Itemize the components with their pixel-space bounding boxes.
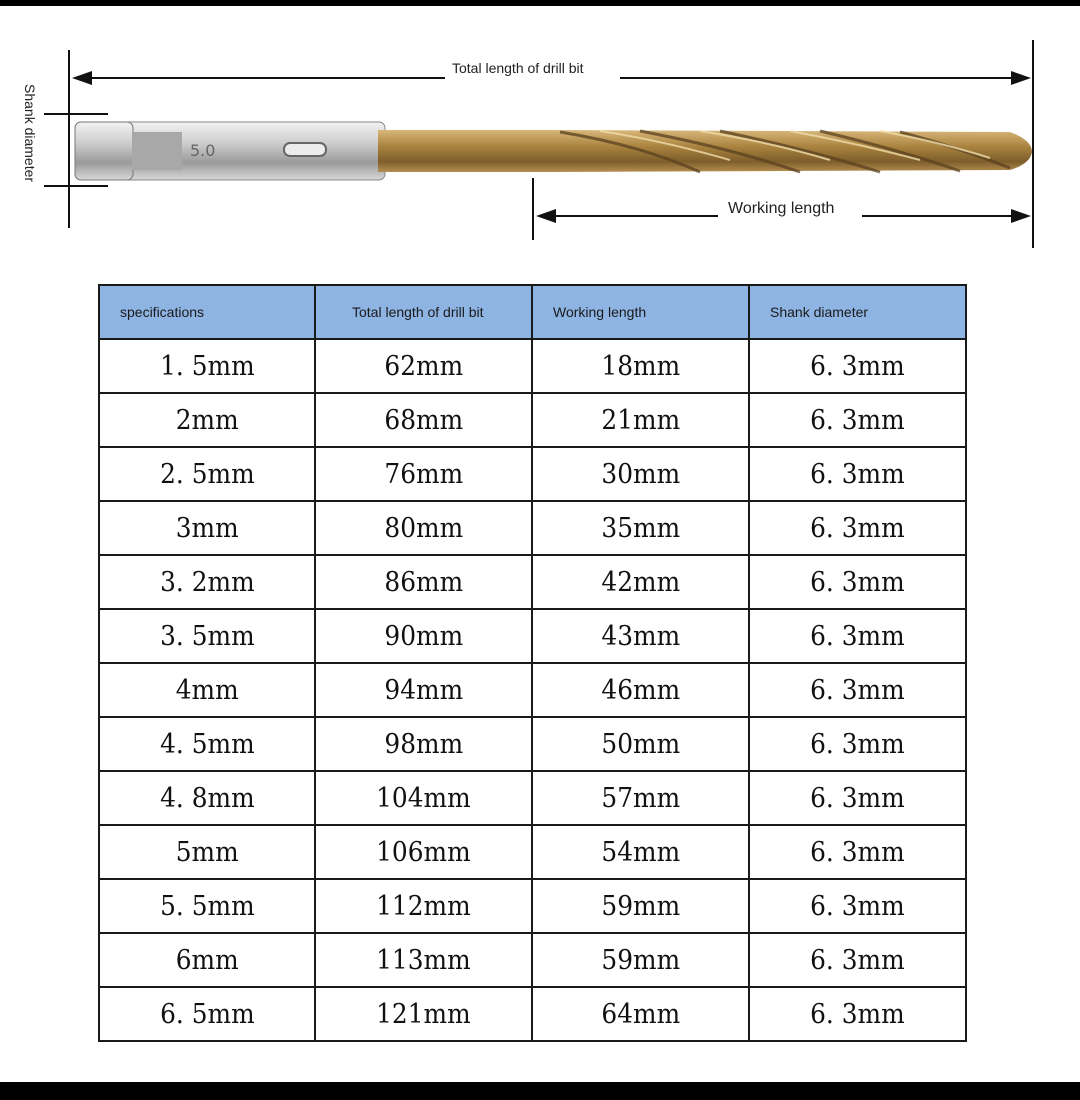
cell-total-length <box>315 825 532 879</box>
cell-total-length <box>315 393 532 447</box>
cell-text: 3. 2mm <box>159 566 255 598</box>
cell-shank-diameter <box>749 825 966 879</box>
header-total-length: Total length of drill bit <box>315 285 532 339</box>
cell-specification <box>99 609 315 663</box>
cell-specification <box>99 933 315 987</box>
cell-working-length <box>532 501 749 555</box>
cell-text: 6. 3mm <box>810 836 905 868</box>
cell-shank-diameter <box>749 771 966 825</box>
cell-shank-diameter <box>749 393 966 447</box>
cell-shank-diameter <box>749 933 966 987</box>
working-length-label: Working length <box>724 200 838 217</box>
table-row <box>99 609 966 663</box>
table-row <box>99 987 966 1041</box>
cell-working-length <box>532 447 749 501</box>
table-row <box>99 447 966 501</box>
cell-text: 42mm <box>601 566 680 598</box>
cell-specification <box>99 825 315 879</box>
cell-working-length <box>532 339 749 393</box>
cell-total-length <box>315 879 532 933</box>
cell-text: 2mm <box>175 404 239 436</box>
cell-text: 35mm <box>601 512 680 544</box>
cell-total-length <box>315 555 532 609</box>
table-row <box>99 825 966 879</box>
cell-shank-diameter <box>749 609 966 663</box>
drill-bit-diagram <box>0 0 1080 260</box>
cell-total-length <box>315 717 532 771</box>
cell-text: 68mm <box>384 404 463 436</box>
cell-text: 62mm <box>384 350 463 382</box>
cell-text: 6. 5mm <box>159 998 255 1030</box>
table-body <box>99 339 966 1041</box>
cell-text: 94mm <box>384 674 463 706</box>
cell-text: 21mm <box>601 404 680 436</box>
header-working-length: Working length <box>532 285 749 339</box>
cell-specification <box>99 987 315 1041</box>
shank-marking: 5.0 <box>190 141 216 160</box>
table-row <box>99 663 966 717</box>
cell-shank-diameter <box>749 339 966 393</box>
cell-working-length <box>532 879 749 933</box>
header-specifications: specifications <box>99 285 315 339</box>
table-header-row <box>99 285 966 339</box>
cell-text: 6. 3mm <box>810 620 905 652</box>
table-row <box>99 393 966 447</box>
cell-text: 6. 3mm <box>810 674 905 706</box>
cell-specification <box>99 393 315 447</box>
cell-text: 6. 3mm <box>810 728 905 760</box>
cell-working-length <box>532 663 749 717</box>
cell-text: 46mm <box>601 674 680 706</box>
cell-total-length <box>315 987 532 1041</box>
cell-text: 76mm <box>384 458 463 490</box>
cell-working-length <box>532 609 749 663</box>
cell-total-length <box>315 339 532 393</box>
cell-total-length <box>315 501 532 555</box>
cell-text: 4. 8mm <box>159 782 255 814</box>
cell-text: 6. 3mm <box>810 404 905 436</box>
cell-text: 6. 3mm <box>810 944 905 976</box>
cell-text: 104mm <box>376 782 471 814</box>
cell-text: 6. 3mm <box>810 566 905 598</box>
cell-text: 54mm <box>601 836 680 868</box>
cell-text: 6. 3mm <box>810 998 905 1030</box>
cell-shank-diameter <box>749 663 966 717</box>
cell-text: 30mm <box>601 458 680 490</box>
cell-text: 112mm <box>376 890 471 922</box>
table-row <box>99 933 966 987</box>
cell-specification <box>99 879 315 933</box>
cell-specification <box>99 663 315 717</box>
table-row <box>99 771 966 825</box>
cell-shank-diameter <box>749 879 966 933</box>
cell-specification <box>99 447 315 501</box>
cell-working-length <box>532 825 749 879</box>
cell-text: 106mm <box>376 836 471 868</box>
cell-working-length <box>532 771 749 825</box>
cell-specification <box>99 717 315 771</box>
cell-specification <box>99 501 315 555</box>
bottom-border-bar <box>0 1082 1080 1100</box>
cell-specification <box>99 339 315 393</box>
spec-table <box>98 284 967 1042</box>
cell-text: 6. 3mm <box>810 350 905 382</box>
cell-working-length <box>532 555 749 609</box>
cell-text: 80mm <box>384 512 463 544</box>
table-row <box>99 339 966 393</box>
cell-text: 5. 5mm <box>159 890 255 922</box>
cell-text: 2. 5mm <box>159 458 255 490</box>
cell-text: 6. 3mm <box>810 458 905 490</box>
cell-text: 1. 5mm <box>159 350 255 382</box>
cell-shank-diameter <box>749 501 966 555</box>
header-shank-diameter: Shank diameter <box>749 285 966 339</box>
cell-working-length <box>532 717 749 771</box>
cell-text: 43mm <box>601 620 680 652</box>
cell-total-length <box>315 933 532 987</box>
table-row <box>99 555 966 609</box>
cell-specification <box>99 555 315 609</box>
cell-text: 6. 3mm <box>810 890 905 922</box>
drill-bit-illustration <box>0 0 1080 260</box>
cell-text: 4. 5mm <box>159 728 255 760</box>
cell-text: 3. 5mm <box>159 620 255 652</box>
table-row <box>99 501 966 555</box>
cell-shank-diameter <box>749 555 966 609</box>
cell-shank-diameter <box>749 717 966 771</box>
cell-working-length <box>532 987 749 1041</box>
cell-text: 86mm <box>384 566 463 598</box>
cell-text: 50mm <box>601 728 680 760</box>
cell-text: 64mm <box>601 998 680 1030</box>
cell-shank-diameter <box>749 987 966 1041</box>
cell-text: 3mm <box>175 512 239 544</box>
cell-total-length <box>315 447 532 501</box>
cell-text: 5mm <box>175 836 239 868</box>
cell-text: 59mm <box>601 944 680 976</box>
cell-total-length <box>315 771 532 825</box>
cell-text: 113mm <box>376 944 471 976</box>
cell-text: 57mm <box>601 782 680 814</box>
cell-text: 18mm <box>601 350 680 382</box>
cell-specification <box>99 771 315 825</box>
cell-text: 90mm <box>384 620 463 652</box>
cell-total-length <box>315 609 532 663</box>
table-row <box>99 879 966 933</box>
table-row <box>99 717 966 771</box>
drill-bit-body <box>75 122 1032 180</box>
cell-shank-diameter <box>749 447 966 501</box>
shank-diameter-label: Shank diameter <box>22 84 38 183</box>
cell-text: 4mm <box>175 674 239 706</box>
cell-text: 121mm <box>376 998 471 1030</box>
cell-working-length <box>532 933 749 987</box>
cell-working-length <box>532 393 749 447</box>
cell-total-length <box>315 663 532 717</box>
cell-text: 59mm <box>601 890 680 922</box>
total-length-label: Total length of drill bit <box>452 60 612 77</box>
cell-text: 98mm <box>384 728 463 760</box>
cell-text: 6. 3mm <box>810 782 905 814</box>
cell-text: 6mm <box>175 944 239 976</box>
cell-text: 6. 3mm <box>810 512 905 544</box>
